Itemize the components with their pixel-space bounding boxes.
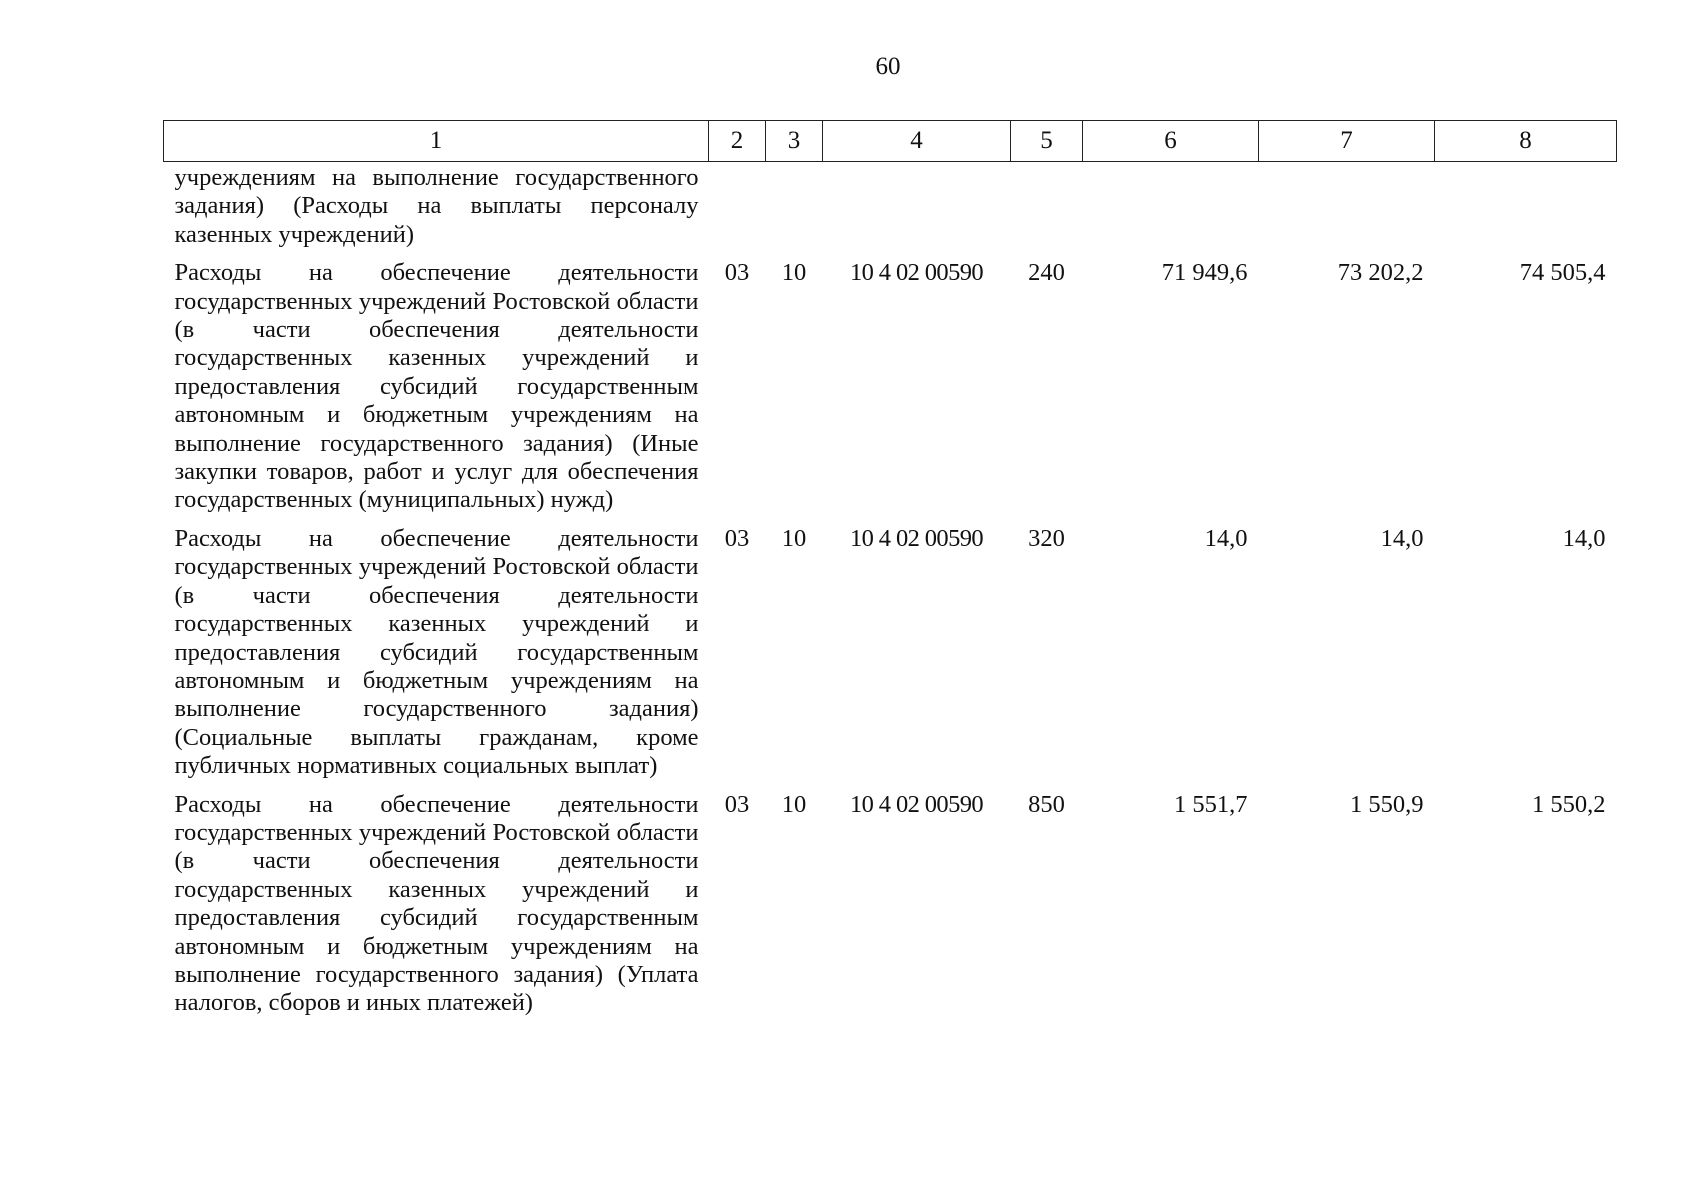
row-target-article xyxy=(823,162,1011,260)
table-row xyxy=(164,525,1617,791)
row-description: Расходы на обеспечение деятельности государственных учреждений Ростовской области (в части обеспечения деятельности государственных казенных учреждений и предоставления субсидий государственным автономным и бюджетным учреждениям на выполнение государственного задания) (Уплата налогов, сборов и иных платежей) xyxy=(174,790,699,1017)
row-amount-col8: 1 550,2 xyxy=(1532,790,1606,818)
row-amount-col7: 73 202,2 xyxy=(1337,259,1424,287)
header-cell-1: 1 xyxy=(164,121,709,162)
row-expense-type: 320 xyxy=(1028,524,1065,552)
row-amount-col8: 74 505,4 xyxy=(1519,259,1606,287)
row-description: Расходы на обеспечение деятельности государственных учреждений Ростовской области (в части обеспечения деятельности государственных казенных учреждений и предоставления субсидий государственным автономным и бюджетным учреждениям на выполнение государственного задания) (Иные закупки товаров, работ и услуг для обеспечения государственных (муниципальных) нужд) xyxy=(174,259,699,514)
row-amount-col6: 14,0 xyxy=(1204,524,1248,552)
row-section: 03 xyxy=(724,524,750,552)
row-section: 03 xyxy=(724,259,750,287)
row-section xyxy=(709,162,766,260)
header-row xyxy=(164,121,1617,162)
row-amount-col6: 71 949,6 xyxy=(1161,259,1248,287)
table-row xyxy=(164,791,1617,1028)
row-amount-col6: 1 551,7 xyxy=(1174,790,1248,818)
header-cell-6: 6 xyxy=(1083,121,1259,162)
header-cell-8: 8 xyxy=(1435,121,1617,162)
row-amount-col7: 14,0 xyxy=(1380,524,1424,552)
row-amount-col6 xyxy=(1083,162,1259,260)
header-cell-3: 3 xyxy=(766,121,823,162)
row-description: учреждениям на выполнение государственного задания) (Расходы на выплаты персоналу казенных учреждений) xyxy=(174,164,699,248)
row-subsection: 10 xyxy=(781,259,807,287)
row-expense-type xyxy=(1011,162,1083,260)
row-amount-col7 xyxy=(1259,162,1435,260)
row-subsection: 10 xyxy=(781,524,807,552)
row-expense-type: 850 xyxy=(1028,790,1065,818)
header-cell-7: 7 xyxy=(1259,121,1435,162)
row-expense-type: 240 xyxy=(1028,259,1065,287)
row-amount-col8: 14,0 xyxy=(1562,524,1606,552)
header-cell-4: 4 xyxy=(823,121,1011,162)
row-section: 03 xyxy=(724,790,750,818)
row-amount-col7: 1 550,9 xyxy=(1350,790,1424,818)
budget-table xyxy=(163,120,1617,1028)
row-subsection: 10 xyxy=(781,790,807,818)
table-row xyxy=(164,259,1617,525)
row-target-article: 10 4 02 00590 xyxy=(849,524,984,552)
row-target-article: 10 4 02 00590 xyxy=(849,259,984,287)
row-target-article: 10 4 02 00590 xyxy=(849,790,984,818)
header-cell-5: 5 xyxy=(1011,121,1083,162)
table-row xyxy=(164,162,1617,260)
header-cell-2: 2 xyxy=(709,121,766,162)
page-number: 60 xyxy=(875,53,901,80)
row-amount-col8 xyxy=(1435,162,1617,260)
row-subsection xyxy=(766,162,823,260)
row-description: Расходы на обеспечение деятельности государственных учреждений Ростовской области (в части обеспечения деятельности государственных казенных учреждений и предоставления субсидий государственным автономным и бюджетным учреждениям на выполнение государственного задания) (Социальные выплаты гражданам, кроме публичных нормативных социальных выплат) xyxy=(174,524,699,780)
